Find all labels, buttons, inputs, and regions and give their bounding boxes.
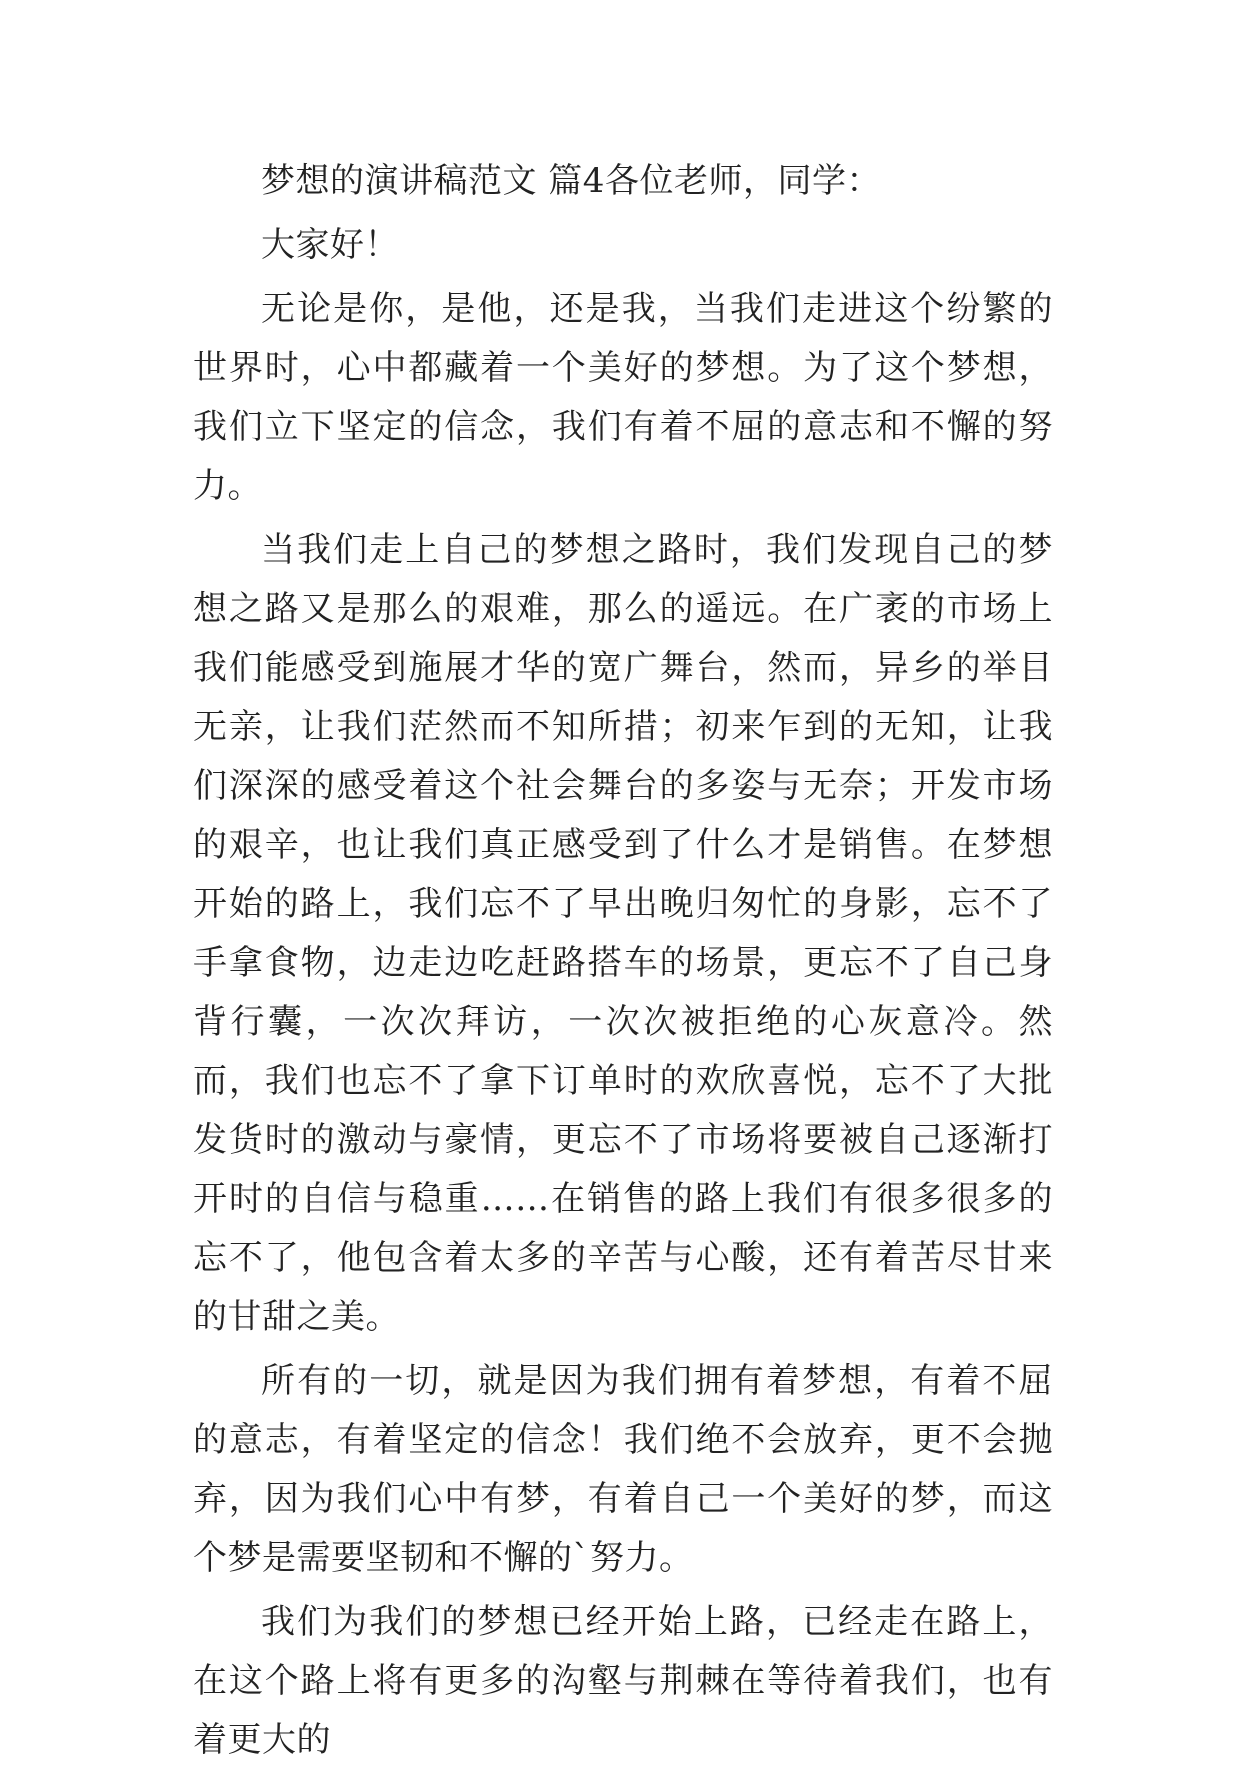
greeting-line: 大家好！ xyxy=(261,225,399,265)
paragraph: 无论是你，是他，还是我，当我们走进这个纷繁的世界时，心中都藏着一个美好的梦想。为了这个梦想，我们立下坚定的信念，我们有着不屈的意志和不懈的努力。 xyxy=(193,289,1053,506)
paragraph: 所有的一切，就是因为我们拥有着梦想，有着不屈的意志，有着坚定的信念！我们绝不会放弃，更不会抛弃，因为我们心中有梦，有着自己一个美好的梦，而这个梦是需要坚韧和不懈的`努力。 xyxy=(193,1361,1053,1578)
document-heading: 梦想的演讲稿范文 篇4各位老师，同学： xyxy=(261,161,881,201)
paragraph: 我们为我们的梦想已经开始上路，已经走在路上，在这个路上将有更多的沟壑与荆棘在等待着我们，也有着更大的 xyxy=(193,1602,1053,1760)
paragraph: 当我们走上自己的梦想之路时，我们发现自己的梦想之路又是那么的艰难，那么的遥远。在广袤的市场上我们能感受到施展才华的宽广舞台，然而，异乡的举目无亲，让我们茫然而不知所措；初来乍到的无知，让我们深深的感受着这个社会舞台的多姿与无奈；开发市场的艰辛，也让我们真正感受到了什么才是销售。在梦想开始的路上，我们忘不了早出晚归匆忙的身影，忘不了手拿食物，边走边吃赶路搭车的场景，更忘不了自己身背行囊，一次次拜访，一次次被拒绝的心灰意冷。然而，我们也忘不了拿下订单时的欢欣喜悦，忘不了大批发货时的激动与豪情，更忘不了市场将要被自己逐渐打开时的自信与稳重……在销售的路上我们有很多很多的忘不了，他包含着太多的辛苦与心酸，还有着苦尽甘来的甘甜之美。 xyxy=(193,530,1053,1337)
document-body xyxy=(193,152,1053,1775)
